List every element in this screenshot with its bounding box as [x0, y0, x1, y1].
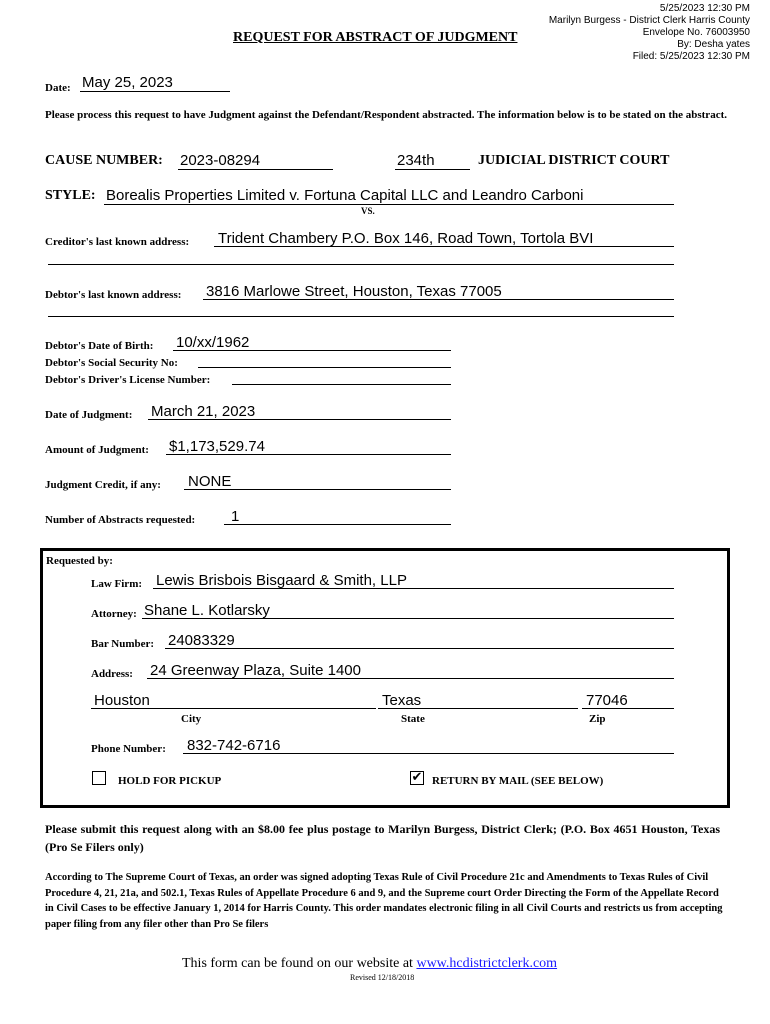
bar-number-underline [165, 648, 674, 649]
stamp-line-3: Envelope No. 76003950 [642, 27, 750, 38]
date-label: Date: [45, 82, 71, 94]
cause-underline [178, 169, 333, 170]
footer-prefix: This form can be found on our website at [182, 956, 417, 971]
stamp-line-5: Filed: 5/25/2023 12:30 PM [632, 51, 750, 62]
zip-underline [582, 708, 674, 709]
revised-date: Revised 12/18/2018 [350, 973, 415, 982]
creditor-address-label: Creditor's last known address: [45, 236, 190, 248]
creditor-underline [214, 246, 674, 247]
state-value[interactable]: Texas [382, 692, 422, 709]
attorney-underline [142, 618, 674, 619]
website-link[interactable]: www.hcdistrictclerk.com [416, 956, 558, 971]
style-value[interactable]: Borealis Properties Limited v. Fortuna Capital LLC and Leandro Carboni [106, 187, 584, 204]
state-underline [378, 708, 578, 709]
zip-label: Zip [589, 713, 606, 725]
judgment-date-label: Date of Judgment: [45, 409, 133, 421]
city-label: City [181, 713, 202, 725]
dl-label: Debtor's Driver's License Number: [45, 374, 211, 386]
bar-number-value[interactable]: 24083329 [168, 632, 235, 649]
page-title: REQUEST FOR ABSTRACT OF JUDGMENT [233, 30, 518, 45]
city-underline [91, 708, 376, 709]
attorney-label: Attorney: [91, 608, 137, 620]
submit-instructions: Please submit this request along with an $8.00 fee plus postage to Marilyn Burgess, District Clerk; (P.O. Box 4651 Houston, Texas (Pro Se Filers only) [45, 822, 720, 854]
amount-underline [166, 454, 451, 455]
debtor-underline-2 [48, 316, 674, 317]
attorney-value[interactable]: Shane L. Kotlarsky [144, 602, 270, 619]
amount-label: Amount of Judgment: [45, 444, 149, 456]
style-underline [104, 204, 674, 205]
footer-text [182, 956, 557, 972]
creditor-underline-2 [48, 264, 674, 265]
judgment-date-underline [148, 419, 451, 420]
ssn-underline [198, 367, 451, 368]
cause-number-value[interactable]: 2023-08294 [180, 152, 261, 169]
credit-value[interactable]: NONE [188, 473, 232, 490]
phone-underline [183, 753, 674, 754]
order-text: According to The Supreme Court of Texas, an order was signed adopting Texas Rule of Civil Procedure 21c and Amendments to Texas Rules of Civil Procedure 4, 21, 21a, and 502.1, Texas Rules of Appellate Procedure 6 and 9, and the Supreme court Order Directing the Form of the Appellate Record in Civil Cases to be effective January 1, 2014 for Harris County. This order mandates electronic filing in all Civil Courts and restricts us from accepting paper filing from any filer other than Pro Se filers [45, 872, 723, 930]
debtor-address-label: Debtor's last known address: [45, 289, 182, 301]
date-underline [80, 91, 230, 92]
credit-label: Judgment Credit, if any: [45, 479, 161, 491]
address-label: Address: [91, 668, 133, 680]
state-label: State [401, 713, 425, 725]
court-label: JUDICIAL DISTRICT COURT [478, 153, 670, 168]
filing-stamp [549, 3, 750, 63]
district-underline [395, 169, 470, 170]
return-by-mail-checkbox[interactable] [410, 771, 424, 785]
intro-text: Please process this request to have Judgment against the Defendant/Respondent abstracted. The information below is to be stated on the abstract. [45, 109, 727, 121]
checkmark-icon: ✔ [411, 770, 423, 785]
address-value[interactable]: 24 Greenway Plaza, Suite 1400 [150, 662, 361, 679]
law-firm-value[interactable]: Lewis Brisbois Bisgaard & Smith, LLP [156, 572, 407, 589]
zip-value[interactable]: 77046 [586, 692, 628, 709]
amount-value[interactable]: $1,173,529.74 [169, 438, 265, 455]
phone-value[interactable]: 832-742-6716 [187, 737, 281, 754]
stamp-line-1: 5/25/2023 12:30 PM [659, 3, 750, 14]
hold-for-pickup-checkbox[interactable] [92, 771, 106, 785]
stamp-line-2: Marilyn Burgess - District Clerk Harris County [548, 15, 750, 26]
judgment-date-value[interactable]: March 21, 2023 [151, 403, 256, 420]
abstracts-value[interactable]: 1 [231, 508, 240, 525]
return-by-mail-label: RETURN BY MAIL (SEE BELOW) [432, 775, 604, 787]
vs-label: VS. [361, 206, 375, 216]
dob-value[interactable]: 10/xx/1962 [176, 334, 250, 351]
date-value[interactable]: May 25, 2023 [82, 74, 173, 91]
city-value[interactable]: Houston [94, 692, 150, 709]
ssn-label: Debtor's Social Security No: [45, 357, 178, 369]
requested-by-heading: Requested by: [46, 555, 113, 567]
dob-label: Debtor's Date of Birth: [45, 340, 154, 352]
abstracts-underline [224, 524, 451, 525]
law-firm-underline [153, 588, 674, 589]
law-firm-label: Law Firm: [91, 578, 143, 590]
cause-number-label: CAUSE NUMBER: [45, 153, 163, 168]
abstracts-label: Number of Abstracts requested: [45, 514, 196, 526]
creditor-address-value[interactable]: Trident Chambery P.O. Box 146, Road Town, Tortola BVI [218, 230, 594, 247]
style-label: STYLE: [45, 188, 96, 203]
bar-number-label: Bar Number: [91, 638, 155, 650]
hold-for-pickup-label: HOLD FOR PICKUP [118, 775, 222, 787]
dl-underline [232, 384, 451, 385]
phone-label: Phone Number: [91, 743, 166, 755]
debtor-address-value[interactable]: 3816 Marlowe Street, Houston, Texas 77005 [206, 283, 502, 300]
stamp-line-4: By: Desha yates [677, 39, 750, 50]
address-underline [147, 678, 674, 679]
debtor-underline [203, 299, 674, 300]
district-value[interactable]: 234th [397, 152, 435, 169]
credit-underline [184, 489, 451, 490]
dob-underline [173, 350, 451, 351]
